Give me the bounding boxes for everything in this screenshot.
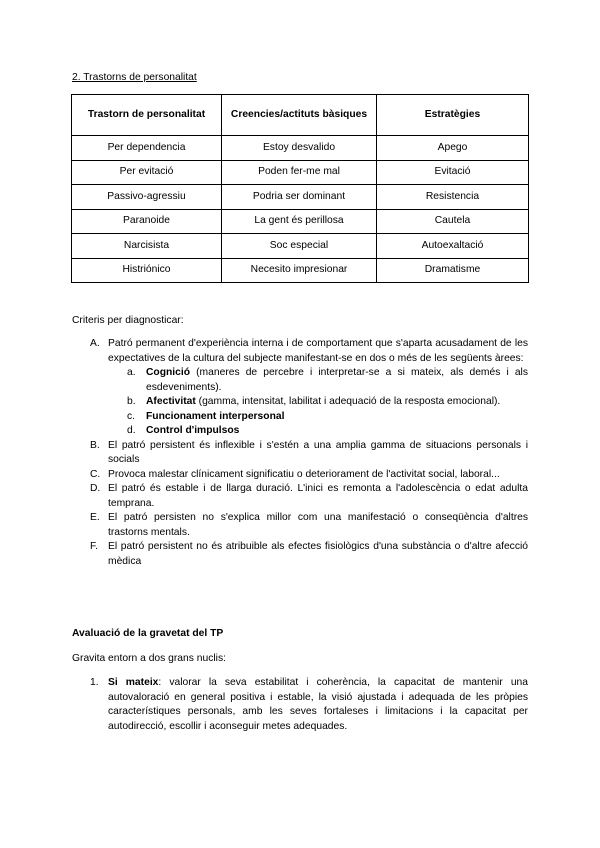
table-row xyxy=(72,160,529,185)
personality-table xyxy=(71,94,529,283)
table-cell: Apego xyxy=(377,136,529,161)
list-item xyxy=(90,468,528,483)
criterion-text: El patró persisten no s'explica millor com una manifestació o conseqüència d'altres trastorns mentals. xyxy=(108,512,528,538)
list-marker: c. xyxy=(127,410,136,422)
nuclei-list xyxy=(72,676,528,734)
list-marker: F. xyxy=(90,541,99,552)
nucleus-title: Si mateix xyxy=(108,677,159,688)
table-cell: Estoy desvalido xyxy=(222,136,377,161)
table-row xyxy=(72,185,529,210)
table-cell: Evitació xyxy=(377,160,529,185)
table-header-row xyxy=(72,95,529,136)
sub-item-title: Afectivitat xyxy=(146,396,196,407)
sub-list-item xyxy=(127,366,528,395)
table-cell: Per dependencia xyxy=(72,136,222,161)
severity-intro: Gravita entorn a dos grans nuclis: xyxy=(72,653,226,664)
table-cell: La gent és perillosa xyxy=(222,209,377,234)
table-cell: Poden fer-me mal xyxy=(222,160,377,185)
table-cell: Necesito impresionar xyxy=(222,258,377,283)
list-item xyxy=(90,540,528,569)
criterion-text: El patró és estable i de llarga duració. L'inici es remonta a l'adolescència o edat adulta temprana. xyxy=(108,483,528,509)
section-heading: 2. Trastorns de personalitat xyxy=(72,72,197,83)
table-row xyxy=(72,136,529,161)
list-marker: d. xyxy=(127,425,136,436)
criterion-text: Provoca malestar clínicament significatiu o deteriorament de l'activitat social, laboral... xyxy=(108,468,500,480)
list-item xyxy=(90,337,528,366)
sub-list-item xyxy=(127,410,528,425)
table-cell: Paranoide xyxy=(72,209,222,234)
nucleus-text: : valorar la seva estabilitat i coherència, la capacitat de mantenir una autovaloració en general positiva i estable, la visió ajustada i adequada de les pròpies característiques personals, amb les seves fortaleses i limitacions i la capacitat per autodirecció, escollir i aconseguir metes adequades. xyxy=(108,677,528,732)
table-cell: Passivo-agressiu xyxy=(72,185,222,210)
sub-item-title: Control d'impulsos xyxy=(146,425,240,436)
table-cell: Resistencia xyxy=(377,185,529,210)
list-marker: E. xyxy=(90,512,100,523)
table-cell: Per evitació xyxy=(72,160,222,185)
table-cell: Autoexaltació xyxy=(377,234,529,259)
table-header: Estratègies xyxy=(377,95,529,136)
list-marker: A. xyxy=(90,338,100,349)
criterion-text: El patró persistent no és atribuible als efectes fisiològics d'una substància o d'altre afecció mèdica xyxy=(108,541,528,567)
table-row xyxy=(72,234,529,259)
table-row xyxy=(72,258,529,283)
table-cell: Soc especial xyxy=(222,234,377,259)
criteria-list xyxy=(72,337,528,569)
table-cell: Histriónico xyxy=(72,258,222,283)
table-header: Trastorn de personalitat xyxy=(72,95,222,136)
table-cell: Podria ser dominant xyxy=(222,185,377,210)
list-marker: 1. xyxy=(90,677,99,688)
table-header: Creencies/actituts bàsiques xyxy=(222,95,377,136)
criterion-text: El patró persistent és inflexible i s'estén a una amplia gamma de situacions personals i socials xyxy=(108,439,528,465)
list-item xyxy=(90,511,528,540)
table-row xyxy=(72,209,529,234)
sub-list-item xyxy=(127,395,528,410)
list-marker: D. xyxy=(90,483,101,494)
criteria-intro: Criteris per diagnosticar: xyxy=(72,315,184,326)
sub-item-text: (maneres de percebre i interpretar-se a si mateix, als demés i als esdeveniments). xyxy=(146,367,528,393)
list-marker: C. xyxy=(90,468,101,480)
table-cell: Cautela xyxy=(377,209,529,234)
list-marker: b. xyxy=(127,396,136,407)
list-marker: B. xyxy=(90,439,100,451)
list-item xyxy=(90,439,528,468)
list-item xyxy=(90,676,528,734)
list-marker: a. xyxy=(127,367,136,378)
criterion-text: Patró permanent d'experiència interna i de comportament que s'aparta acusadament de les expectatives de la cultura del subjecte manifestant-se en dos o més de les següents àrees: xyxy=(108,338,528,364)
table-cell: Narcisista xyxy=(72,234,222,259)
sub-item-title: Cognició xyxy=(146,367,191,378)
sub-list-item xyxy=(127,424,528,439)
severity-heading: Avaluació de la gravetat del TP xyxy=(72,628,224,639)
sub-item-text: (gamma, intensitat, labilitat i adequació de la resposta emocional). xyxy=(195,396,501,407)
sub-item-title: Funcionament interpersonal xyxy=(146,410,285,422)
list-item xyxy=(90,482,528,511)
table-cell: Dramatisme xyxy=(377,258,529,283)
